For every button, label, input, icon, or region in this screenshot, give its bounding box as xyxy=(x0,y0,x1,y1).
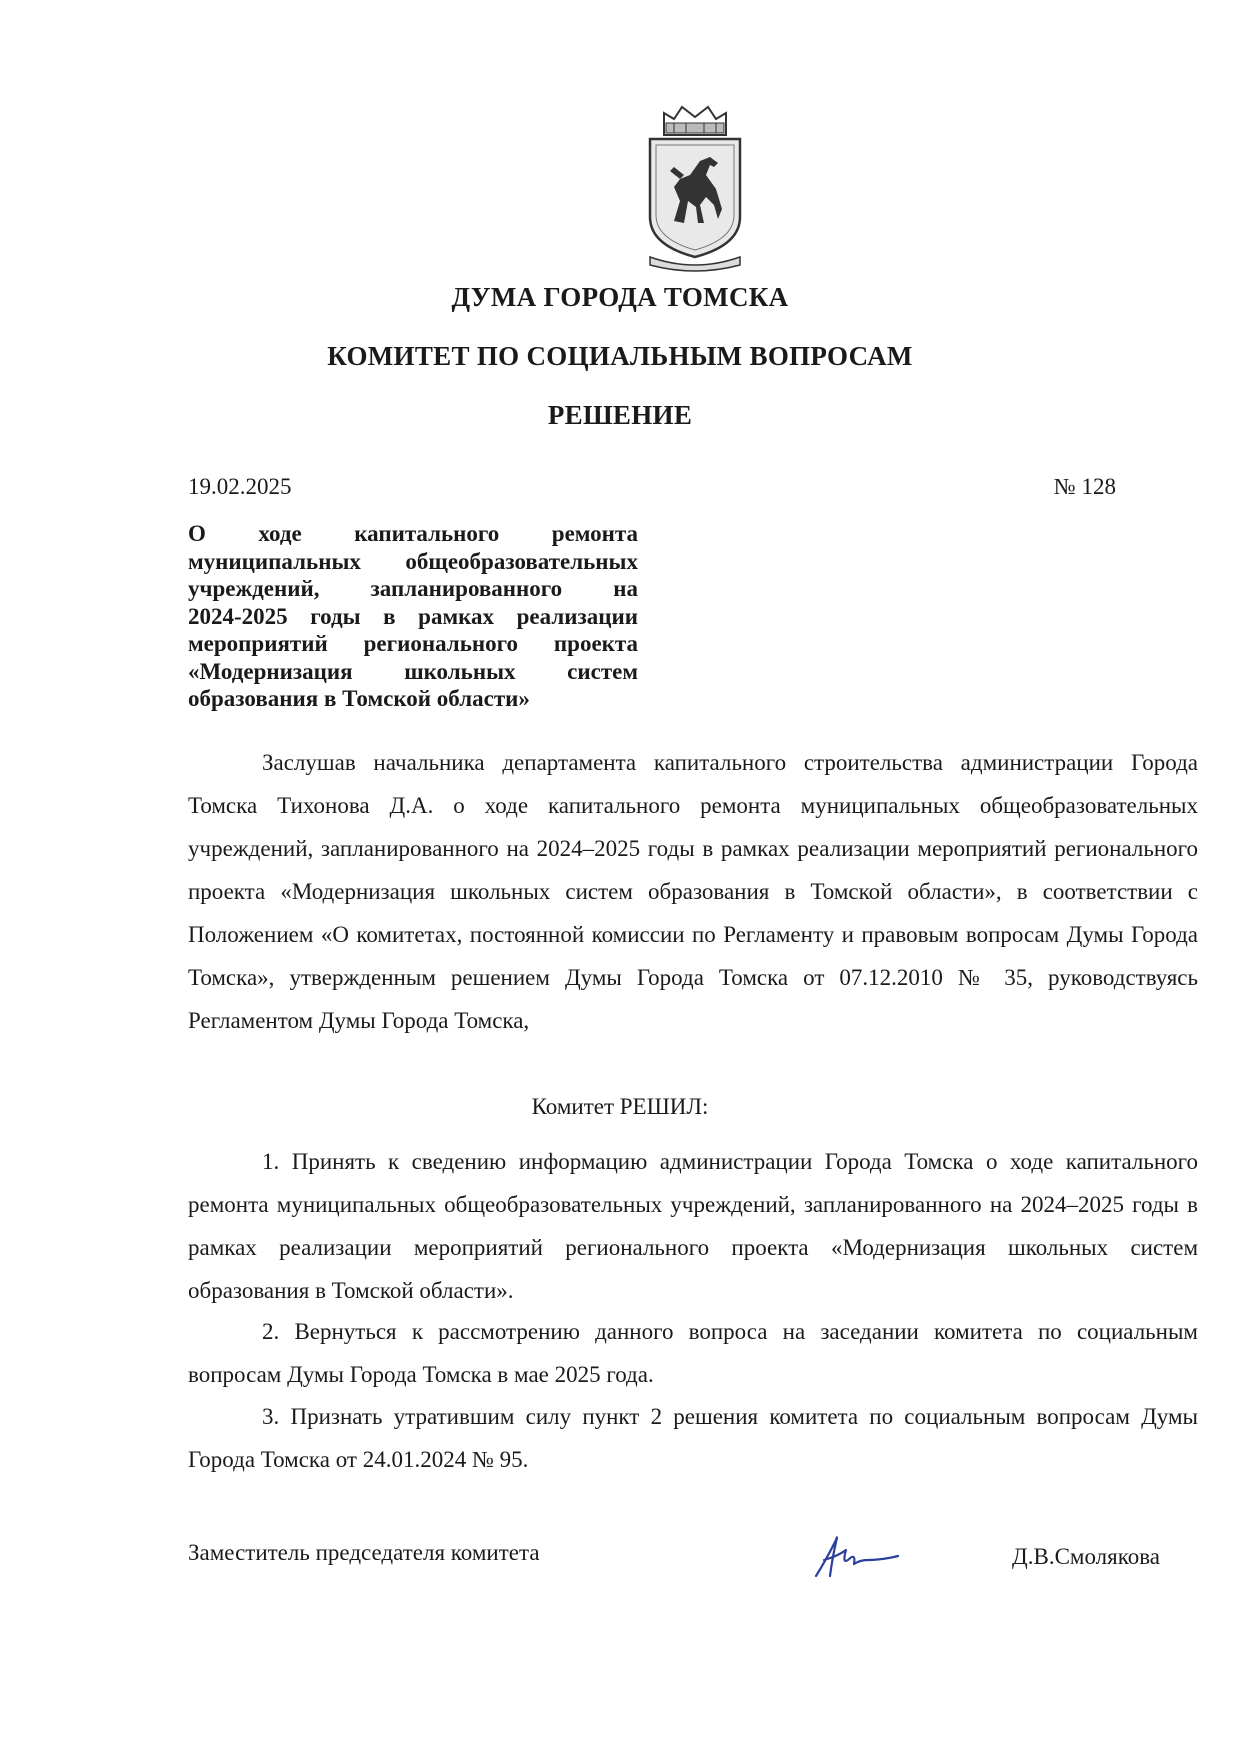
subject-line: муниципальных общеобразовательных xyxy=(188,548,638,574)
decision-number: № 128 xyxy=(1053,474,1116,499)
committee-title: КОМИТЕТ ПО СОЦИАЛЬНЫМ ВОПРОСАМ xyxy=(327,341,913,371)
resolution-item-1: 1. Принять к сведению информацию администрации Города Томска о ходе капитального ремонта муниципальных общеобразовательных учреждений, запланированного на 2024–2025 годы в рамках реализации мероприятий регионального проекта «Модернизация школьных систем образования в Томской области». xyxy=(188,1149,1198,1303)
signatory-title: Заместитель председателя комитета xyxy=(188,1540,540,1565)
decision-date: 19.02.2025 xyxy=(188,474,292,499)
subject-line: 2024-2025 годы в рамках реализации xyxy=(188,603,638,629)
resolution-heading: Комитет РЕШИЛ: xyxy=(531,1094,709,1119)
subject-line: образования в Томской области» xyxy=(188,686,530,711)
resolution-item-2: 2. Вернуться к рассмотрению данного вопроса на заседании комитета по социальным вопросам Думы Города Томска в мае 2025 года. xyxy=(188,1319,1198,1387)
organization-title: ДУМА ГОРОДА ТОМСКА xyxy=(451,282,789,312)
subject-line: О ходе капитального ремонта xyxy=(188,521,638,546)
resolution-item-3: 3. Признать утратившим силу пункт 2 решения комитета по социальным вопросам Думы Города Томска от 24.01.2024 № 95. xyxy=(188,1404,1198,1472)
handwritten-signature-icon xyxy=(812,1530,902,1582)
intro-paragraph: Заслушав начальника департамента капитального строительства администрации Города Томска Тихонова Д.А. о ходе капитального ремонта муниципальных общеобразовательных учреждений, запланированного на 2024–2025 годы в рамках реализации мероприятий регионального проекта «Модернизация школьных систем образования в Томской области», в соответствии с Положением «О комитетах, постоянной комиссии по Регламенту и правовым вопросам Думы Города Томска», утвержденным решением Думы Города Томска от 07.12.2010 № 35, руководствуясь Регламентом Думы Города Томска, xyxy=(188,750,1198,1033)
document-type-title: РЕШЕНИЕ xyxy=(547,400,693,430)
decision-subject xyxy=(188,520,638,713)
signatory-name: Д.В.Смолякова xyxy=(1012,1544,1160,1569)
tomsk-coat-of-arms-icon xyxy=(644,105,746,272)
subject-line: «Модернизация школьных систем xyxy=(188,658,638,684)
subject-line: учреждений, запланированного на xyxy=(188,576,638,601)
subject-line: мероприятий регионального проекта xyxy=(188,631,638,656)
